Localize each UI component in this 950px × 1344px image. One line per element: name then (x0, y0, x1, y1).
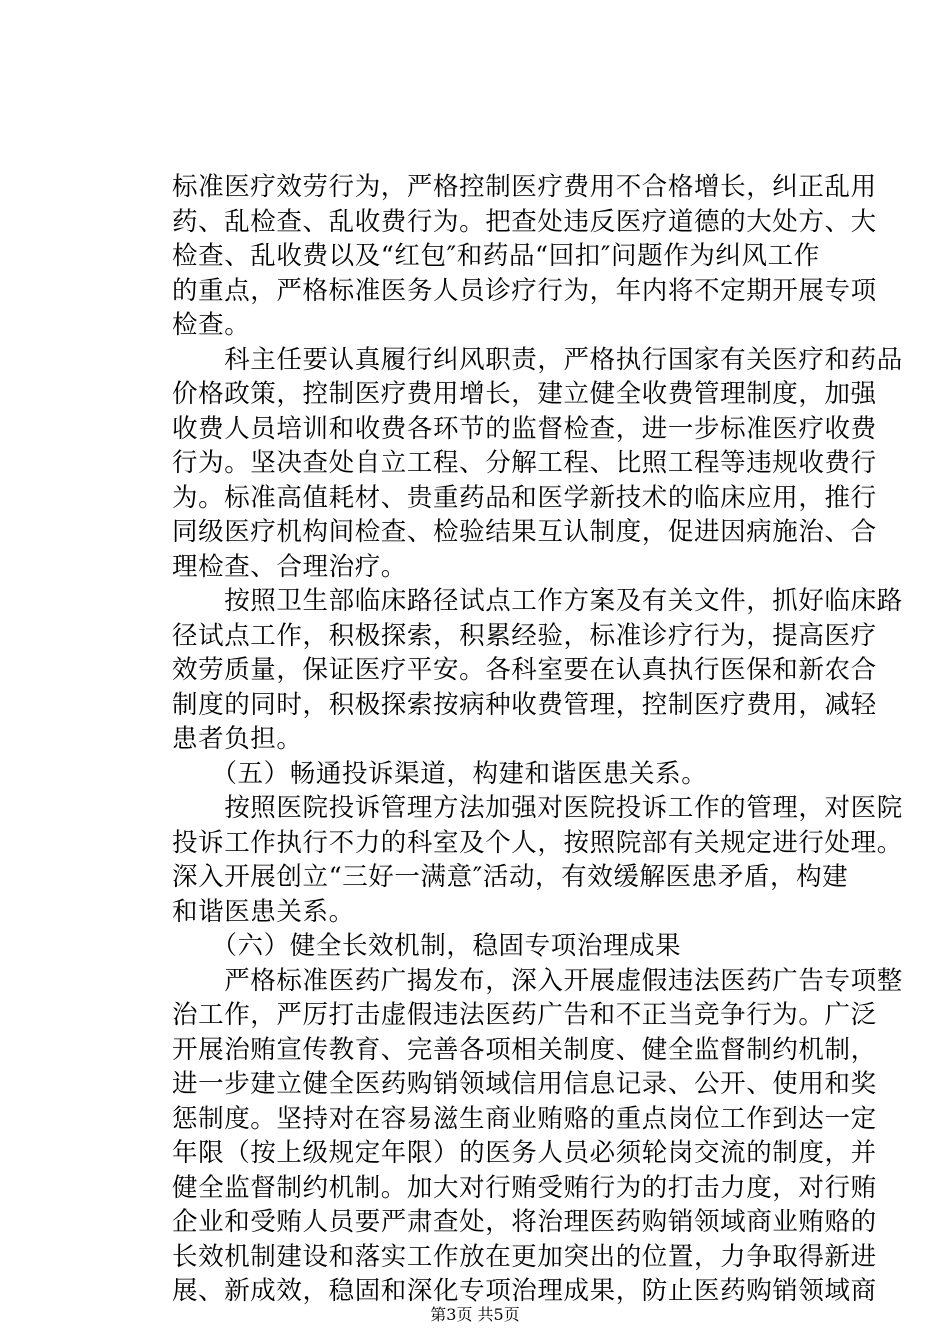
text-line: 价格政策，控制医疗费用增长，建立健全收费管理制度，加强 (172, 379, 877, 409)
text-line: 投诉工作执行不力的科室及个人，按照院部有关规定进行处理。 (172, 827, 903, 858)
text-line: 径试点工作，积极探索，积累经验，标准诊疗行为，提高医疗 (172, 620, 877, 651)
text-line: 按照卫生部临床路径试点工作方案及有关文件，抓好临床路 (172, 586, 903, 616)
text-line: 同级医疗机构间检查、检验结果互认制度，促进因病施治、合 (172, 517, 877, 547)
text-line: 长效机制建设和落实工作放在更加突出的位置，力争取得新进 (172, 1241, 877, 1272)
text-line: 效劳质量，保证医疗平安。各科室要在认真执行医保和新农合 (172, 655, 877, 685)
text-line: 治工作，严厉打击虚假违法医药广告和不正当竞争行为。广泛 (172, 1000, 877, 1030)
text-line: 行为。坚决查处自立工程、分解工程、比照工程等违规收费行 (172, 448, 877, 478)
text-line: 深入开展创立“三好一满意″活动，有效缓解医患矛盾，构建 (172, 862, 849, 892)
text-line: 展、新成效，稳固和深化专项治理成果，防止医药购销领域商 (172, 1276, 877, 1306)
page-number-footer: 第3页 共5页 (430, 1305, 520, 1324)
text-line: 制度的同时，积极探索按病种收费管理，控制医疗费用，减轻 (172, 689, 877, 720)
text-line: 严格标准医药广揭发布，深入开展虚假违法医药广告专项整 (172, 965, 903, 996)
text-line: 药、乱检查、乱收费行为。把查处违反医疗道德的大处方、大 (172, 206, 877, 237)
text-line: 理检查、合理治疗。 (172, 551, 407, 582)
text-line: 科主任要认真履行纠风职责，严格执行国家有关医疗和药品 (172, 344, 903, 375)
document-body (172, 170, 903, 1309)
text-line: 年限（按上级规定年限）的医务人员必须轮岗交流的制度，并 (172, 1138, 877, 1168)
text-line: 按照医院投诉管理方法加强对医院投诉工作的管理，对医院 (172, 793, 903, 823)
text-line: 健全监督制约机制。加大对行贿受贿行为的打击力度，对行贿 (172, 1172, 877, 1203)
text-line: 惩制度。坚持对在容易滋生商业贿赂的重点岗位工作到达一定 (172, 1103, 877, 1134)
text-line: 的重点，严格标准医务人员诊疗行为，年内将不定期开展专项 (172, 275, 877, 306)
section-heading: （五）畅通投诉渠道，构建和谐医患关系。 (172, 758, 708, 789)
text-line: 标准医疗效劳行为，严格控制医疗费用不合格增长，纠正乱用 (172, 172, 877, 202)
text-line: 进一步建立健全医药购销领域信用信息记录、公开、使用和奖 (172, 1069, 877, 1099)
text-line: 开展治贿宣传教育、完善各项相关制度、健全监督制约机制， (172, 1034, 877, 1065)
text-line: 检查、乱收费以及“红包″和药品“回扣″问题作为纠风工作 (172, 241, 820, 271)
text-line: 和谐医患关系。 (172, 896, 355, 927)
text-line: 企业和受贿人员要严肃查处，将治理医药购销领域商业贿赂的 (172, 1207, 877, 1237)
section-heading: （六）健全长效机制，稳固专项治理成果 (172, 931, 682, 961)
text-line: 收费人员培训和收费各环节的监督检查，进一步标准医疗收费 (172, 413, 877, 444)
text-line: 检查。 (172, 310, 251, 340)
text-line: 患者负担。 (172, 724, 303, 754)
text-line: 为。标准高值耗材、贵重药品和医学新技术的临床应用，推行 (172, 482, 877, 513)
